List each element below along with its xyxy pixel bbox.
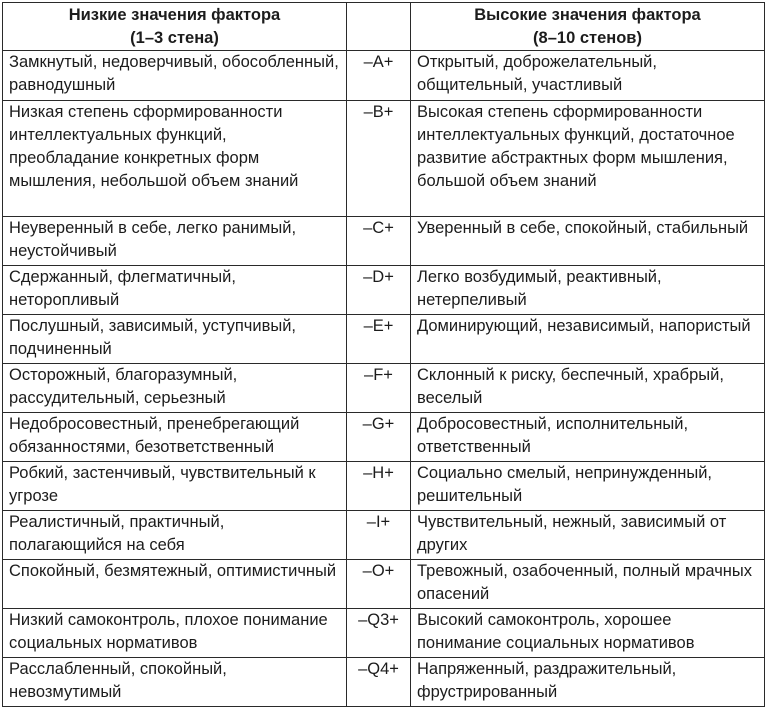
low-description: Неуверенный в себе, легко ранимый, неустойчивый <box>3 217 347 266</box>
table-row <box>3 511 765 560</box>
table-row <box>3 364 765 413</box>
high-values-header <box>411 3 765 51</box>
table-row <box>3 51 765 101</box>
high-header-range: (8–10 стенов) <box>533 28 642 47</box>
low-description: Робкий, застенчивый, чувствительный к угрозе <box>3 462 347 511</box>
low-description: Осторожный, благоразумный, рассудительный, серьезный <box>3 364 347 413</box>
high-description: Высокий самоконтроль, хорошее понимание социальных нормативов <box>411 609 765 658</box>
factor-table <box>2 2 765 707</box>
code-header <box>347 3 411 51</box>
low-description: Реалистичный, практичный, полагающийся на себя <box>3 511 347 560</box>
factor-code: –E+ <box>347 315 411 364</box>
factor-code: –Q4+ <box>347 658 411 707</box>
low-description: Низкий самоконтроль, плохое понимание социальных нормативов <box>3 609 347 658</box>
low-description: Послушный, зависимый, уступчивый, подчиненный <box>3 315 347 364</box>
table-row <box>3 266 765 315</box>
factor-code: –A+ <box>347 51 411 101</box>
factor-code: –Q3+ <box>347 609 411 658</box>
low-description: Спокойный, безмятежный, оптимистичный <box>3 560 347 609</box>
high-description: Добросовестный, исполнительный, ответственный <box>411 413 765 462</box>
low-description: Низкая степень сформированности интеллектуальных функций, преобладание конкретных форм мышления, небольшой объем знаний <box>3 101 347 217</box>
table-row <box>3 217 765 266</box>
table-row <box>3 560 765 609</box>
factor-code: –G+ <box>347 413 411 462</box>
low-description: Сдержанный, флегматичный, неторопливый <box>3 266 347 315</box>
table-row <box>3 413 765 462</box>
high-description: Социально смелый, непринужденный, решительный <box>411 462 765 511</box>
high-description: Открытый, доброжелательный, общительный, участливый <box>411 51 765 101</box>
header-row <box>3 3 765 51</box>
high-header-title: Высокие значения фактора <box>474 5 701 24</box>
low-description: Недобросовестный, пренебрегающий обязанностями, безответственный <box>3 413 347 462</box>
table-row <box>3 462 765 511</box>
low-values-header <box>3 3 347 51</box>
high-description: Легко возбудимый, реактивный, нетерпеливый <box>411 266 765 315</box>
low-header-title: Низкие значения фактора <box>68 5 281 24</box>
factor-code: –H+ <box>347 462 411 511</box>
table-row <box>3 609 765 658</box>
low-description: Замкнутый, недоверчивый, обособленный, равнодушный <box>3 51 347 101</box>
low-header-range: (1–3 стена) <box>130 28 219 47</box>
table-row <box>3 101 765 217</box>
factor-code: –D+ <box>347 266 411 315</box>
high-description: Склонный к риску, беспечный, храбрый, веселый <box>411 364 765 413</box>
high-description: Тревожный, озабоченный, полный мрачных опасений <box>411 560 765 609</box>
factor-code: –O+ <box>347 560 411 609</box>
factor-code: –I+ <box>347 511 411 560</box>
high-description: Доминирующий, независимый, напористый <box>411 315 765 364</box>
high-description: Высокая степень сформированности интеллектуальных функций, достаточное развитие абстрактных форм мышления, большой объем знаний <box>411 101 765 217</box>
table-row <box>3 315 765 364</box>
low-description: Расслабленный, спокойный, невозмутимый <box>3 658 347 707</box>
factor-code: –C+ <box>347 217 411 266</box>
factor-code: –F+ <box>347 364 411 413</box>
table-row <box>3 658 765 707</box>
high-description: Чувствительный, нежный, зависимый от других <box>411 511 765 560</box>
factor-code: –B+ <box>347 101 411 217</box>
high-description: Уверенный в себе, спокойный, стабильный <box>411 217 765 266</box>
high-description: Напряженный, раздражительный, фрустрированный <box>411 658 765 707</box>
